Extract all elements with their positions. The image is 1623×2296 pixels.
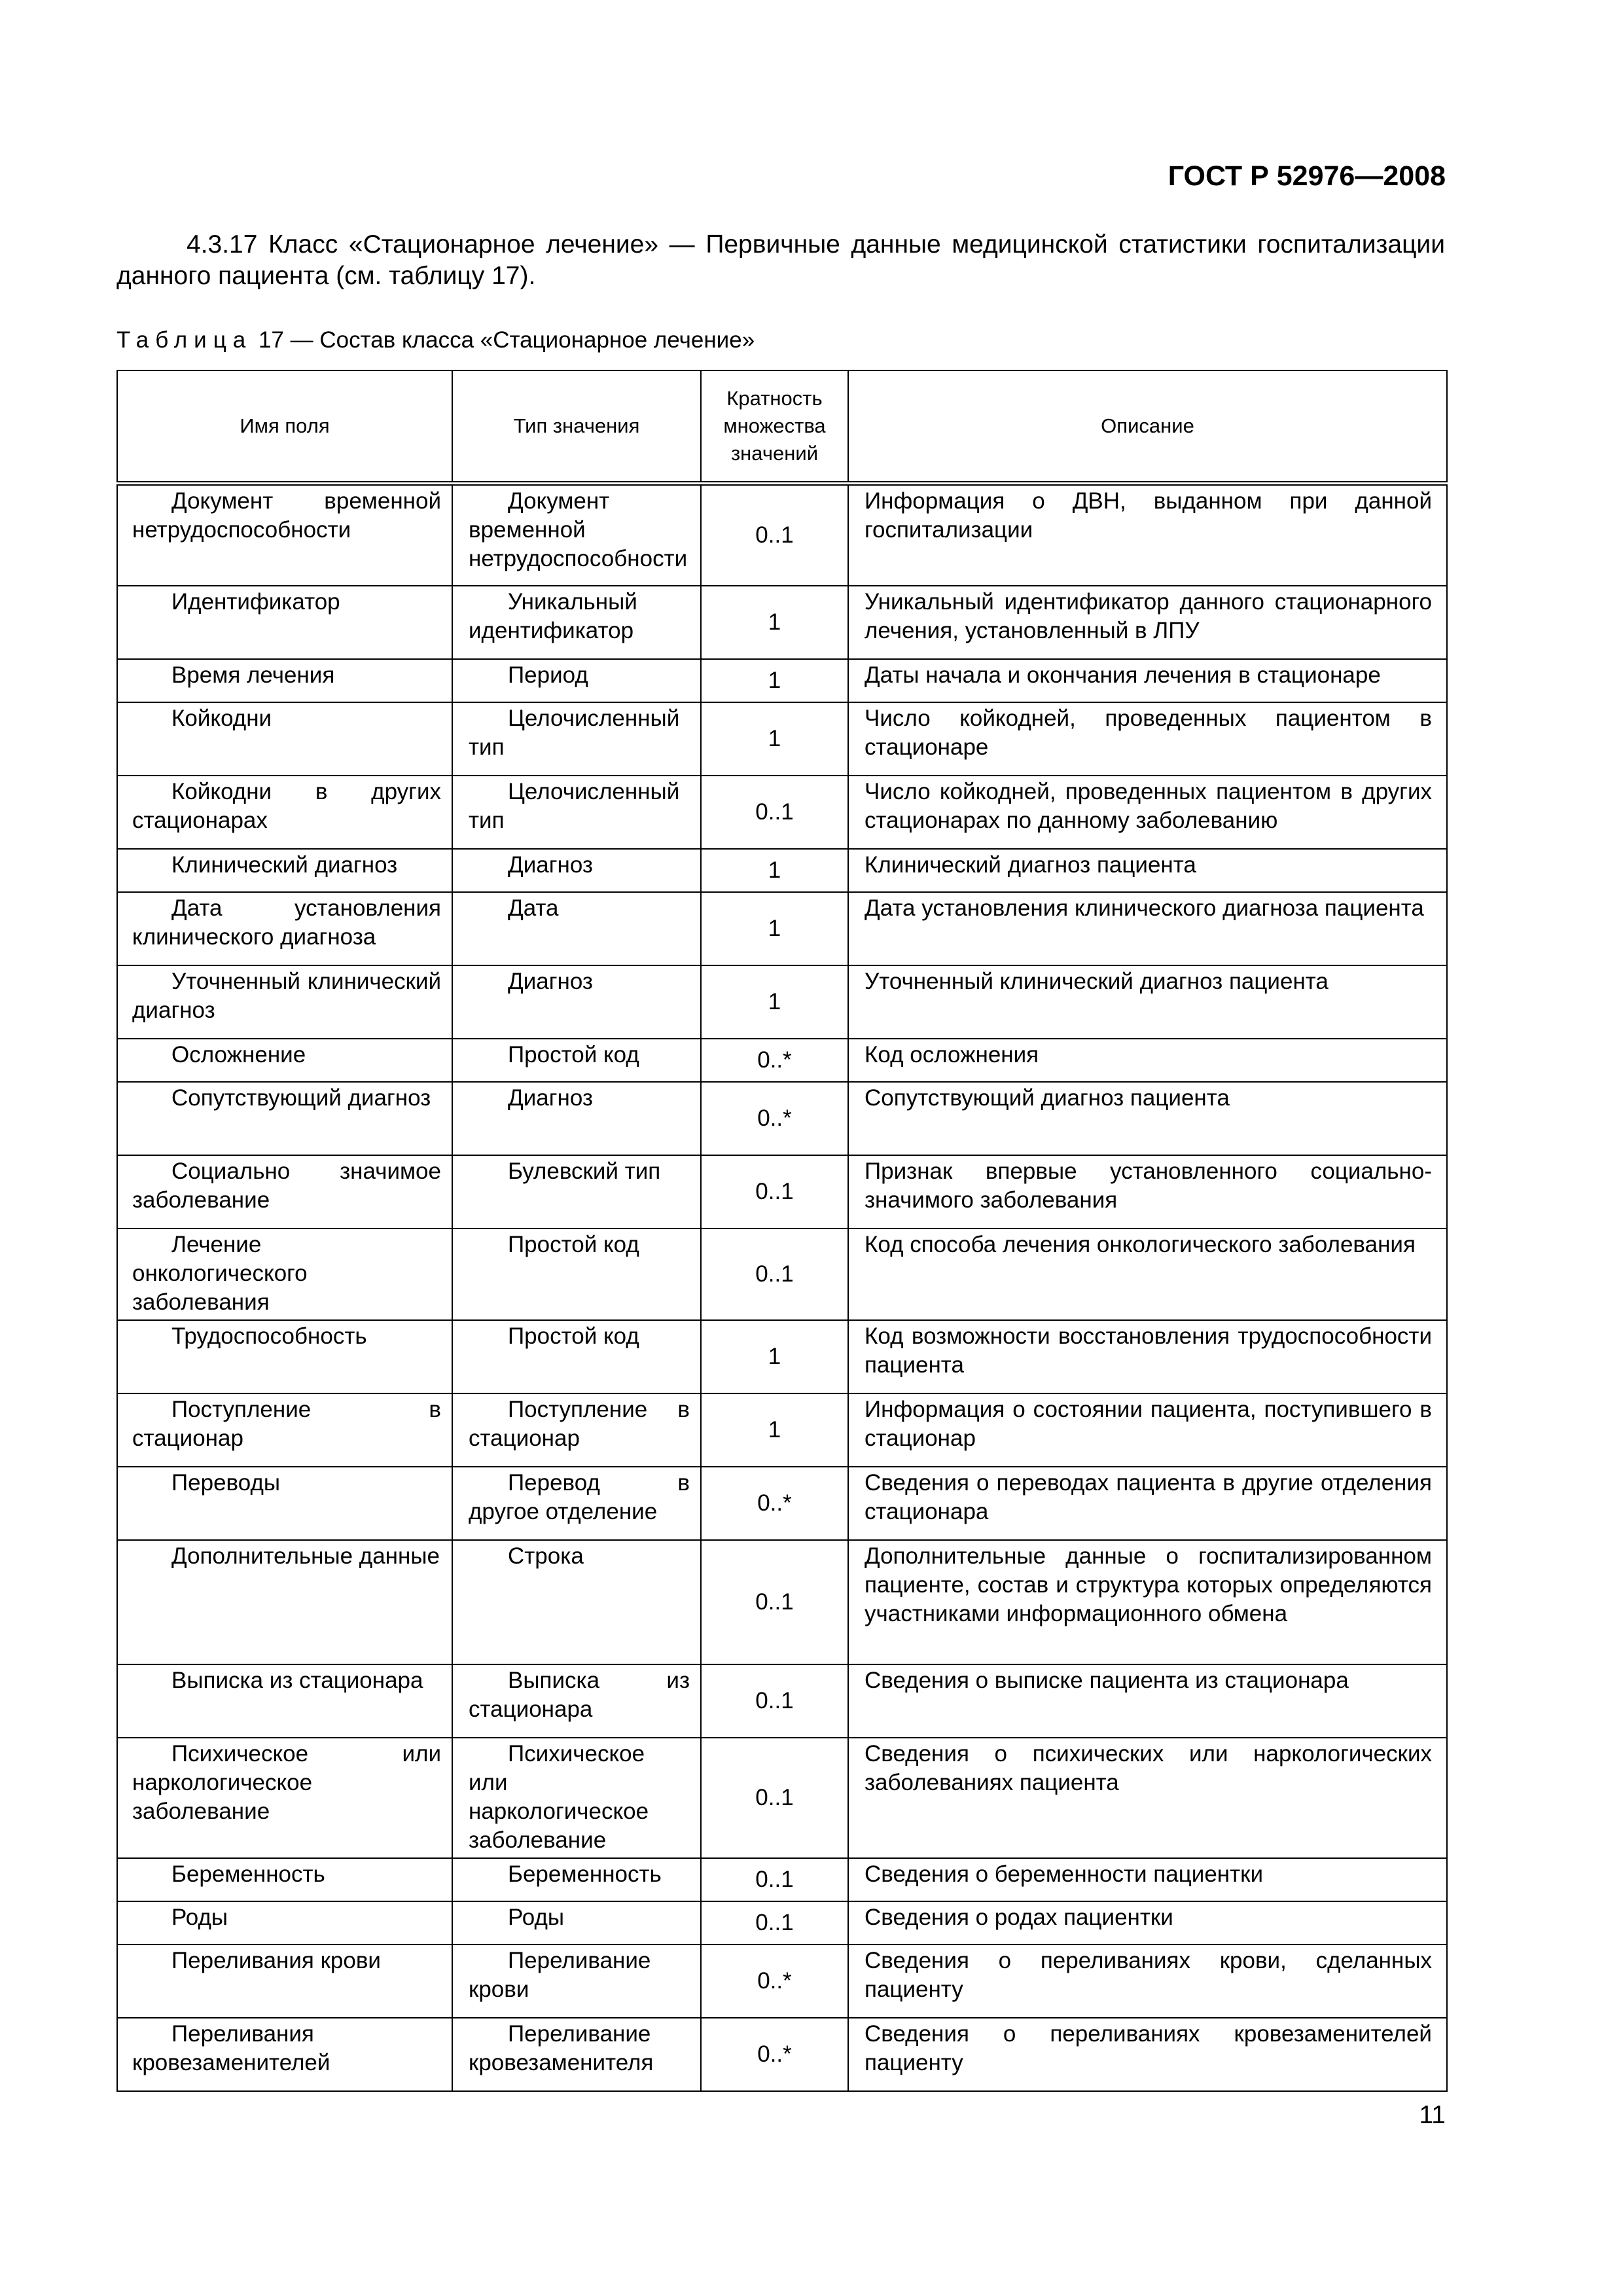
cell-description: Признак впервые установленного социально-значимого заболевания [848,1155,1447,1229]
table-row [117,1858,1447,1901]
column-header-multiplicity: Кратность множества значений [701,370,848,484]
cell-field-name: Койкодни в других стационарах [117,776,452,849]
table-row [117,1320,1447,1393]
cell-field-name: Переводы [117,1467,452,1540]
table-row [117,1393,1447,1467]
table-row [117,965,1447,1039]
cell-field-name: Социально значимое заболевание [117,1155,452,1229]
cell-description: Даты начала и окончания лечения в стационаре [848,659,1447,702]
cell-multiplicity: 0..1 [701,776,848,849]
cell-field-name: Уточненный клинический диагноз [117,965,452,1039]
cell-description: Сведения о выписке пациента из стационара [848,1664,1447,1738]
cell-description: Число койкодней, проведенных пациентом в других стационарах по данному заболеванию [848,776,1447,849]
cell-multiplicity: 0..1 [701,484,848,586]
cell-description: Уточненный клинический диагноз пациента [848,965,1447,1039]
standard-number: ГОСТ Р 52976—2008 [1168,160,1446,192]
table-row [117,1467,1447,1540]
cell-description: Сведения о переливаниях крови, сделанных пациенту [848,1945,1447,2018]
column-header-description: Описание [848,370,1447,484]
cell-value-type: Строка [452,1540,701,1664]
table-row [117,1155,1447,1229]
cell-field-name: Переливания крови [117,1945,452,2018]
cell-value-type: Период [452,659,701,702]
cell-description: Сведения о родах пациентки [848,1901,1447,1945]
cell-multiplicity: 1 [701,702,848,776]
cell-value-type: Диагноз [452,1082,701,1155]
table-caption-label: Таблица [116,327,253,353]
cell-multiplicity: 1 [701,659,848,702]
cell-multiplicity: 1 [701,1320,848,1393]
table-row [117,659,1447,702]
cell-value-type: Простой код [452,1229,701,1320]
cell-multiplicity: 0..1 [701,1540,848,1664]
column-header-field-name: Имя поля [117,370,452,484]
cell-description: Код способа лечения онкологического заболевания [848,1229,1447,1320]
cell-value-type: Психическое или наркологическое заболевание [452,1738,701,1858]
table-row [117,1082,1447,1155]
cell-field-name: Время лечения [117,659,452,702]
table-header-row [117,370,1447,484]
cell-value-type: Простой код [452,1320,701,1393]
cell-multiplicity: 0..1 [701,1858,848,1901]
cell-value-type: Поступление в стационар [452,1393,701,1467]
cell-value-type: Переливание крови [452,1945,701,2018]
table-caption [116,327,755,353]
cell-multiplicity: 0..1 [701,1229,848,1320]
cell-field-name: Роды [117,1901,452,1945]
cell-multiplicity: 0..* [701,1945,848,2018]
class-composition-table [116,370,1448,2092]
table-row [117,849,1447,892]
cell-multiplicity: 0..1 [701,1901,848,1945]
cell-value-type: Простой код [452,1039,701,1082]
cell-description: Код осложнения [848,1039,1447,1082]
cell-field-name: Лечение онкологического заболевания [117,1229,452,1320]
cell-value-type: Выписка из стационара [452,1664,701,1738]
cell-description: Сведения о переводах пациента в другие отделения стационара [848,1467,1447,1540]
cell-value-type: Булевский тип [452,1155,701,1229]
cell-value-type: Диагноз [452,849,701,892]
cell-multiplicity: 0..* [701,2018,848,2091]
cell-field-name: Койкодни [117,702,452,776]
table-body [117,484,1447,2091]
cell-description: Уникальный идентификатор данного стационарного лечения, установленный в ЛПУ [848,586,1447,659]
cell-value-type: Целочисленный тип [452,776,701,849]
cell-value-type: Переливание кровезаменителя [452,2018,701,2091]
cell-field-name: Сопутствующий диагноз [117,1082,452,1155]
cell-multiplicity: 1 [701,586,848,659]
cell-value-type: Уникальный идентификатор [452,586,701,659]
cell-field-name: Трудоспособность [117,1320,452,1393]
section-paragraph: 4.3.17 Класс «Стационарное лечение» — Первичные данные медицинской статистики госпитализации данного пациента (см. таблицу 17). [116,230,1445,290]
cell-description: Дата установления клинического диагноза пациента [848,892,1447,965]
cell-description: Сведения о психических или наркологических заболеваниях пациента [848,1738,1447,1858]
page-number: 11 [1419,2101,1446,2129]
cell-description: Клинический диагноз пациента [848,849,1447,892]
cell-value-type: Документ временной нетрудоспособности [452,484,701,586]
cell-description: Информация о ДВН, выданном при данной госпитализации [848,484,1447,586]
cell-field-name: Осложнение [117,1039,452,1082]
cell-value-type: Роды [452,1901,701,1945]
table-row [117,892,1447,965]
cell-multiplicity: 0..1 [701,1664,848,1738]
cell-multiplicity: 0..* [701,1467,848,1540]
table-row [117,484,1447,586]
cell-value-type: Целочисленный тип [452,702,701,776]
cell-description: Сведения о беременности пациентки [848,1858,1447,1901]
table-row [117,1664,1447,1738]
table-row [117,1540,1447,1664]
cell-description: Информация о состоянии пациента, поступившего в стационар [848,1393,1447,1467]
cell-description: Сведения о переливаниях кровезаменителей пациенту [848,2018,1447,2091]
cell-multiplicity: 0..1 [701,1155,848,1229]
cell-value-type: Диагноз [452,965,701,1039]
table-row [117,586,1447,659]
table-row [117,776,1447,849]
cell-multiplicity: 0..1 [701,1738,848,1858]
table-row [117,1945,1447,2018]
cell-field-name: Выписка из стационара [117,1664,452,1738]
cell-field-name: Поступление в стационар [117,1393,452,1467]
table-row [117,2018,1447,2091]
table-row [117,1901,1447,1945]
cell-description: Число койкодней, проведенных пациентом в стационаре [848,702,1447,776]
cell-field-name: Дата установления клинического диагноза [117,892,452,965]
cell-description: Код возможности восстановления трудоспособности пациента [848,1320,1447,1393]
table-row [117,1229,1447,1320]
cell-multiplicity: 1 [701,892,848,965]
cell-field-name: Психическое или наркологическое заболевание [117,1738,452,1858]
table-row [117,1738,1447,1858]
cell-value-type: Перевод в другое отделение [452,1467,701,1540]
cell-multiplicity: 1 [701,965,848,1039]
cell-multiplicity: 0..* [701,1082,848,1155]
cell-value-type: Беременность [452,1858,701,1901]
cell-value-type: Дата [452,892,701,965]
cell-field-name: Документ временной нетрудоспособности [117,484,452,586]
cell-multiplicity: 1 [701,1393,848,1467]
cell-field-name: Переливания кровезаменителей [117,2018,452,2091]
table-caption-text: 17 — Состав класса «Стационарное лечение» [252,327,755,353]
cell-description: Дополнительные данные о госпитализированном пациенте, состав и структура которых определяются участниками информационного обмена [848,1540,1447,1664]
column-header-value-type: Тип значения [452,370,701,484]
cell-field-name: Идентификатор [117,586,452,659]
cell-description: Сопутствующий диагноз пациента [848,1082,1447,1155]
cell-multiplicity: 0..* [701,1039,848,1082]
cell-field-name: Клинический диагноз [117,849,452,892]
table-row [117,1039,1447,1082]
cell-field-name: Беременность [117,1858,452,1901]
table-row [117,702,1447,776]
cell-multiplicity: 1 [701,849,848,892]
cell-field-name: Дополнительные данные [117,1540,452,1664]
